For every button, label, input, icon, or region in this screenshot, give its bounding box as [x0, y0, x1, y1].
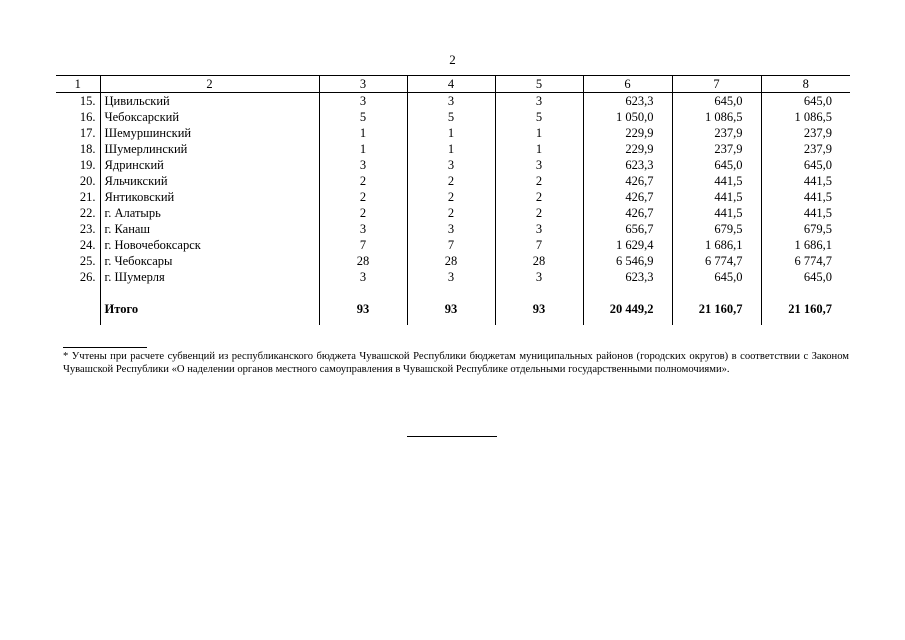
row-name: г. Новочебоксарск: [100, 237, 319, 253]
row-name: Яльчикский: [100, 173, 319, 189]
row-col6: 623,3: [583, 269, 672, 285]
row-col8: 645,0: [761, 269, 850, 285]
table-row: [56, 157, 850, 173]
row-col7: 237,9: [672, 125, 761, 141]
row-col3: 3: [319, 269, 407, 285]
row-number: 21.: [79, 190, 96, 204]
row-col4: 3: [407, 93, 495, 110]
row-col5: 3: [495, 93, 583, 110]
row-col8: 1 086,5: [761, 109, 850, 125]
row-col7: 237,9: [672, 141, 761, 157]
row-name: Ядринский: [100, 157, 319, 173]
row-col7: 645,0: [672, 269, 761, 285]
row-name: Шумерлинский: [100, 141, 319, 157]
row-col4: 1: [407, 125, 495, 141]
row-col8: 679,5: [761, 221, 850, 237]
row-col4: 2: [407, 205, 495, 221]
total-row: [56, 285, 850, 325]
row-col4: 2: [407, 189, 495, 205]
total-col3: 93: [319, 285, 407, 325]
row-number: 22.: [79, 206, 96, 220]
row-col6: 6 546,9: [583, 253, 672, 269]
row-col6: 656,7: [583, 221, 672, 237]
row-col5: 1: [495, 141, 583, 157]
total-empty-cell: [56, 285, 100, 325]
row-col6: 229,9: [583, 125, 672, 141]
table-header-row: [56, 76, 850, 93]
row-col8: 441,5: [761, 205, 850, 221]
row-col4: 3: [407, 157, 495, 173]
row-col5: 28: [495, 253, 583, 269]
row-number: 26.: [79, 270, 96, 284]
total-col4: 93: [407, 285, 495, 325]
row-col6: 623,3: [583, 157, 672, 173]
table-row: [56, 93, 850, 110]
total-col8: 21 160,7: [761, 285, 850, 325]
row-col4: 2: [407, 173, 495, 189]
header-cell: 8: [761, 76, 850, 93]
row-col7: 441,5: [672, 189, 761, 205]
row-col3: 2: [319, 205, 407, 221]
row-number: 17.: [79, 126, 96, 140]
row-col5: 3: [495, 221, 583, 237]
row-col5: 1: [495, 125, 583, 141]
row-col7: 679,5: [672, 221, 761, 237]
row-col8: 237,9: [761, 141, 850, 157]
row-name: Чебоксарский: [100, 109, 319, 125]
row-col6: 229,9: [583, 141, 672, 157]
row-col7: 6 774,7: [672, 253, 761, 269]
row-col8: 645,0: [761, 93, 850, 110]
row-number: 16.: [79, 110, 96, 124]
row-col3: 5: [319, 109, 407, 125]
data-table: [56, 75, 850, 325]
row-col6: 426,7: [583, 173, 672, 189]
row-col7: 1 686,1: [672, 237, 761, 253]
row-col5: 2: [495, 189, 583, 205]
row-col8: 237,9: [761, 125, 850, 141]
row-name: г. Алатырь: [100, 205, 319, 221]
header-cell: 3: [319, 76, 407, 93]
row-col8: 1 686,1: [761, 237, 850, 253]
row-name: г. Чебоксары: [100, 253, 319, 269]
row-number: 18.: [79, 142, 96, 156]
header-cell: 1: [56, 76, 100, 93]
table-row: [56, 109, 850, 125]
row-col7: 645,0: [672, 157, 761, 173]
table-row: [56, 141, 850, 157]
total-label: Итого: [100, 285, 319, 325]
page-number: 2: [449, 52, 456, 67]
row-col7: 441,5: [672, 205, 761, 221]
row-col6: 426,7: [583, 189, 672, 205]
row-col8: 441,5: [761, 173, 850, 189]
row-col7: 441,5: [672, 173, 761, 189]
header-cell: 4: [407, 76, 495, 93]
end-divider: [407, 436, 497, 437]
row-col6: 426,7: [583, 205, 672, 221]
total-col5: 93: [495, 285, 583, 325]
row-name: Шемуршинский: [100, 125, 319, 141]
row-col4: 28: [407, 253, 495, 269]
row-col4: 1: [407, 141, 495, 157]
row-number: 23.: [79, 222, 96, 236]
row-number: 24.: [79, 238, 96, 252]
row-col4: 7: [407, 237, 495, 253]
row-col8: 441,5: [761, 189, 850, 205]
footnote-text: * Учтены при расчете субвенций из республиканского бюджета Чувашской Республики бюджетам муниципальных районов (городских округов) в соответствии с Законом Чувашской Республики «О наделении органов местного самоуправления в Чувашской Республике отдельными государственными полномочиями».: [63, 351, 849, 375]
total-col6: 20 449,2: [583, 285, 672, 325]
row-col3: 3: [319, 221, 407, 237]
row-col7: 645,0: [672, 93, 761, 110]
row-col4: 3: [407, 269, 495, 285]
table-row: [56, 173, 850, 189]
footnote-divider: [63, 347, 147, 348]
row-number: 20.: [79, 174, 96, 188]
row-col5: 5: [495, 109, 583, 125]
row-number: 25.: [79, 254, 96, 268]
row-col6: 623,3: [583, 93, 672, 110]
row-col3: 2: [319, 173, 407, 189]
row-col3: 3: [319, 157, 407, 173]
table-row: [56, 189, 850, 205]
row-col3: 28: [319, 253, 407, 269]
header-cell: 7: [672, 76, 761, 93]
row-name: Цивильский: [100, 93, 319, 110]
row-col3: 7: [319, 237, 407, 253]
row-number: 15.: [79, 94, 96, 108]
row-col8: 645,0: [761, 157, 850, 173]
table-row: [56, 205, 850, 221]
row-col3: 1: [319, 125, 407, 141]
header-cell: 2: [100, 76, 319, 93]
row-col5: 2: [495, 205, 583, 221]
row-col5: 3: [495, 269, 583, 285]
total-col7: 21 160,7: [672, 285, 761, 325]
table-row: [56, 125, 850, 141]
table-row: [56, 237, 850, 253]
header-cell: 5: [495, 76, 583, 93]
row-name: г. Шумерля: [100, 269, 319, 285]
row-col5: 3: [495, 157, 583, 173]
row-col7: 1 086,5: [672, 109, 761, 125]
header-cell: 6: [583, 76, 672, 93]
row-col5: 2: [495, 173, 583, 189]
row-col3: 1: [319, 141, 407, 157]
row-col4: 3: [407, 221, 495, 237]
table-row: [56, 253, 850, 269]
row-col3: 3: [319, 93, 407, 110]
row-col6: 1 050,0: [583, 109, 672, 125]
row-col5: 7: [495, 237, 583, 253]
row-col8: 6 774,7: [761, 253, 850, 269]
table-row: [56, 269, 850, 285]
row-col6: 1 629,4: [583, 237, 672, 253]
row-col4: 5: [407, 109, 495, 125]
row-name: Янтиковский: [100, 189, 319, 205]
row-name: г. Канаш: [100, 221, 319, 237]
row-col3: 2: [319, 189, 407, 205]
table-row: [56, 221, 850, 237]
row-number: 19.: [79, 158, 96, 172]
